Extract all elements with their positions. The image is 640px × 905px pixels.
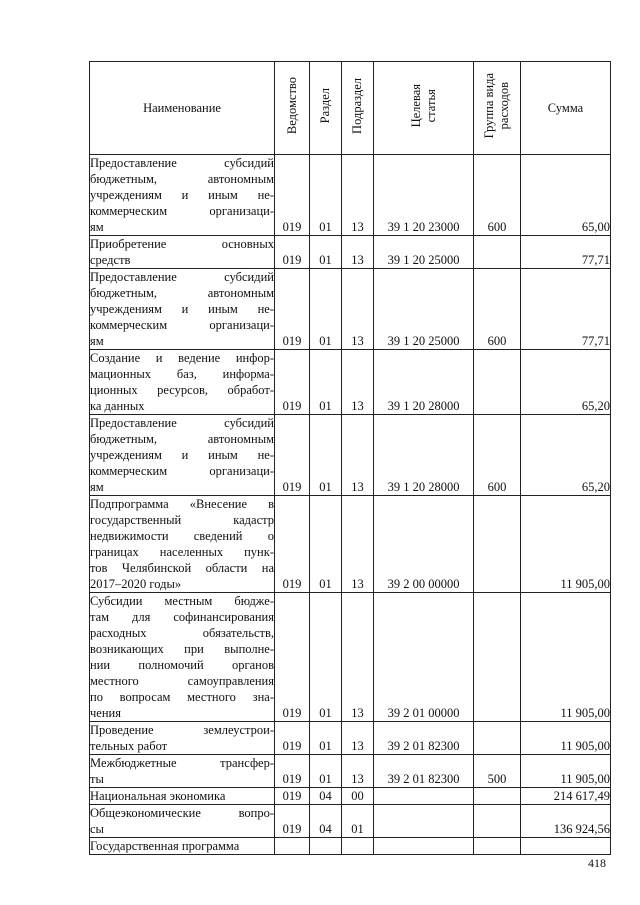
header-sum: Сумма bbox=[521, 62, 611, 155]
row-sum: 65,20 bbox=[521, 350, 611, 415]
row-department: 019 bbox=[275, 350, 310, 415]
row-department: 019 bbox=[275, 155, 310, 236]
row-expense-group bbox=[474, 350, 521, 415]
row-section: 04 bbox=[310, 788, 342, 805]
row-section bbox=[310, 838, 342, 855]
row-target-article: 39 1 20 25000 bbox=[374, 269, 474, 350]
row-name-line: Государственная программа bbox=[90, 839, 240, 853]
row-section: 01 bbox=[310, 350, 342, 415]
row-sum: 11 905,00 bbox=[521, 496, 611, 593]
row-department: 019 bbox=[275, 415, 310, 496]
row-name-line: коммерческим организаци- bbox=[90, 318, 274, 332]
row-name-line: тельных работ bbox=[90, 739, 168, 753]
row-name-line: сы bbox=[90, 822, 104, 836]
row-name-line: ты bbox=[90, 772, 104, 786]
row-name-line: тов Челябинской области на bbox=[90, 561, 274, 575]
row-expense-group bbox=[474, 236, 521, 269]
row-expense-group bbox=[474, 788, 521, 805]
row-sum bbox=[521, 838, 611, 855]
row-name-line: учреждениям и иным не- bbox=[90, 448, 274, 462]
row-name-line: бюджетным, автономным bbox=[90, 432, 274, 446]
row-name-line: Подпрограмма «Внесение в bbox=[90, 497, 274, 511]
table-row bbox=[90, 722, 611, 755]
header-section: Раздел bbox=[310, 62, 342, 155]
row-target-article: 39 1 20 23000 bbox=[374, 155, 474, 236]
table-row bbox=[90, 236, 611, 269]
row-target-article bbox=[374, 788, 474, 805]
row-name-line: бюджетным, автономным bbox=[90, 286, 274, 300]
row-section: 01 bbox=[310, 155, 342, 236]
table-row bbox=[90, 496, 611, 593]
row-section: 01 bbox=[310, 269, 342, 350]
row-department: 019 bbox=[275, 805, 310, 838]
table-row bbox=[90, 755, 611, 788]
row-subsection bbox=[342, 838, 374, 855]
row-section: 01 bbox=[310, 722, 342, 755]
table-row bbox=[90, 805, 611, 838]
row-section: 01 bbox=[310, 236, 342, 269]
row-name-line: коммерческим организаци- bbox=[90, 464, 274, 478]
row-name-line: расходных обязательств, bbox=[90, 626, 274, 640]
row-expense-group bbox=[474, 838, 521, 855]
page-number: 418 bbox=[588, 856, 606, 870]
row-name-line: ка данных bbox=[90, 399, 145, 413]
table-row bbox=[90, 155, 611, 236]
row-sum: 65,00 bbox=[521, 155, 611, 236]
row-expense-group: 600 bbox=[474, 155, 521, 236]
row-name-line: чения bbox=[90, 706, 121, 720]
row-name bbox=[90, 155, 275, 236]
row-sum: 136 924,56 bbox=[521, 805, 611, 838]
row-subsection: 13 bbox=[342, 496, 374, 593]
row-name-line: 2017–2020 годы» bbox=[90, 577, 182, 591]
row-department: 019 bbox=[275, 755, 310, 788]
row-expense-group: 600 bbox=[474, 415, 521, 496]
row-target-article: 39 2 01 82300 bbox=[374, 722, 474, 755]
row-target-article: 39 2 01 00000 bbox=[374, 593, 474, 722]
row-expense-group bbox=[474, 593, 521, 722]
row-name-line: учреждениям и иным не- bbox=[90, 188, 274, 202]
row-sum: 11 905,00 bbox=[521, 593, 611, 722]
row-name-line: мационных баз, информа- bbox=[90, 367, 274, 381]
row-name-line: границах населенных пунк- bbox=[90, 545, 274, 559]
row-name bbox=[90, 722, 275, 755]
row-name-line: там для софинансирования bbox=[90, 610, 274, 624]
row-name bbox=[90, 496, 275, 593]
row-name-line: Общеэкономические вопро- bbox=[90, 806, 274, 820]
row-name-line: учреждениям и иным не- bbox=[90, 302, 274, 316]
table-row bbox=[90, 593, 611, 722]
row-name-line: нии полномочий органов bbox=[90, 658, 274, 672]
row-name-line: бюджетным, автономным bbox=[90, 172, 274, 186]
row-target-article bbox=[374, 805, 474, 838]
row-name bbox=[90, 415, 275, 496]
row-department: 019 bbox=[275, 496, 310, 593]
row-name bbox=[90, 805, 275, 838]
row-name-line: ционных ресурсов, обработ- bbox=[90, 383, 274, 397]
row-subsection: 13 bbox=[342, 722, 374, 755]
table-row bbox=[90, 350, 611, 415]
row-section: 04 bbox=[310, 805, 342, 838]
row-target-article: 39 1 20 28000 bbox=[374, 350, 474, 415]
row-subsection: 13 bbox=[342, 236, 374, 269]
row-name-line: по вопросам местного зна- bbox=[90, 690, 274, 704]
table-header-row bbox=[90, 62, 611, 155]
header-department: Ведомство bbox=[275, 62, 310, 155]
row-target-article bbox=[374, 838, 474, 855]
row-expense-group bbox=[474, 722, 521, 755]
row-name bbox=[90, 788, 275, 805]
row-sum: 77,71 bbox=[521, 236, 611, 269]
row-subsection: 13 bbox=[342, 269, 374, 350]
row-name-line: Предоставление субсидий bbox=[90, 156, 274, 170]
row-name-line: возникающих при выполне- bbox=[90, 642, 274, 656]
row-section: 01 bbox=[310, 415, 342, 496]
row-name-line: Предоставление субсидий bbox=[90, 270, 274, 284]
row-section: 01 bbox=[310, 496, 342, 593]
row-department: 019 bbox=[275, 722, 310, 755]
row-subsection: 13 bbox=[342, 755, 374, 788]
row-sum: 65,20 bbox=[521, 415, 611, 496]
row-name-line: Национальная экономика bbox=[90, 789, 226, 803]
row-name-line: средств bbox=[90, 253, 131, 267]
budget-table bbox=[89, 61, 611, 855]
row-subsection: 13 bbox=[342, 350, 374, 415]
table-row bbox=[90, 415, 611, 496]
row-subsection: 13 bbox=[342, 155, 374, 236]
row-name-line: Предоставление субсидий bbox=[90, 416, 274, 430]
header-target: Целевая статья bbox=[374, 62, 474, 155]
row-name-line: недвижимости сведений о bbox=[90, 529, 274, 543]
row-expense-group: 500 bbox=[474, 755, 521, 788]
row-name-line: ям bbox=[90, 220, 104, 234]
row-name bbox=[90, 236, 275, 269]
row-subsection: 13 bbox=[342, 593, 374, 722]
row-subsection: 13 bbox=[342, 415, 374, 496]
row-expense-group bbox=[474, 496, 521, 593]
row-name-line: государственный кадастр bbox=[90, 513, 274, 527]
row-expense-group bbox=[474, 805, 521, 838]
row-department: 019 bbox=[275, 788, 310, 805]
table-row bbox=[90, 788, 611, 805]
row-sum: 11 905,00 bbox=[521, 755, 611, 788]
row-name bbox=[90, 838, 275, 855]
row-name-line: коммерческим организаци- bbox=[90, 204, 274, 218]
row-target-article: 39 2 00 00000 bbox=[374, 496, 474, 593]
table-row bbox=[90, 838, 611, 855]
row-section: 01 bbox=[310, 755, 342, 788]
row-name-line: Межбюджетные трансфер- bbox=[90, 756, 274, 770]
row-name-line: ям bbox=[90, 334, 104, 348]
row-name-line: Создание и ведение инфор- bbox=[90, 351, 274, 365]
row-section: 01 bbox=[310, 593, 342, 722]
row-sum: 77,71 bbox=[521, 269, 611, 350]
row-sum: 11 905,00 bbox=[521, 722, 611, 755]
row-subsection: 00 bbox=[342, 788, 374, 805]
row-expense-group: 600 bbox=[474, 269, 521, 350]
row-name bbox=[90, 350, 275, 415]
row-target-article: 39 2 01 82300 bbox=[374, 755, 474, 788]
header-subsection: Подраздел bbox=[342, 62, 374, 155]
row-name-line: Проведение землеустрои- bbox=[90, 723, 274, 737]
row-department: 019 bbox=[275, 593, 310, 722]
row-name bbox=[90, 755, 275, 788]
row-name-line: ям bbox=[90, 480, 104, 494]
row-subsection: 01 bbox=[342, 805, 374, 838]
row-department bbox=[275, 838, 310, 855]
row-name bbox=[90, 269, 275, 350]
row-name-line: Приобретение основных bbox=[90, 237, 274, 251]
header-expense-group: Группа вида расходов bbox=[474, 62, 521, 155]
row-name-line: Субсидии местным бюдже- bbox=[90, 594, 274, 608]
row-name-line: местного самоуправления bbox=[90, 674, 274, 688]
header-name: Наименование bbox=[90, 62, 275, 155]
row-target-article: 39 1 20 25000 bbox=[374, 236, 474, 269]
row-sum: 214 617,49 bbox=[521, 788, 611, 805]
row-name bbox=[90, 593, 275, 722]
table-row bbox=[90, 269, 611, 350]
row-target-article: 39 1 20 28000 bbox=[374, 415, 474, 496]
row-department: 019 bbox=[275, 269, 310, 350]
row-department: 019 bbox=[275, 236, 310, 269]
